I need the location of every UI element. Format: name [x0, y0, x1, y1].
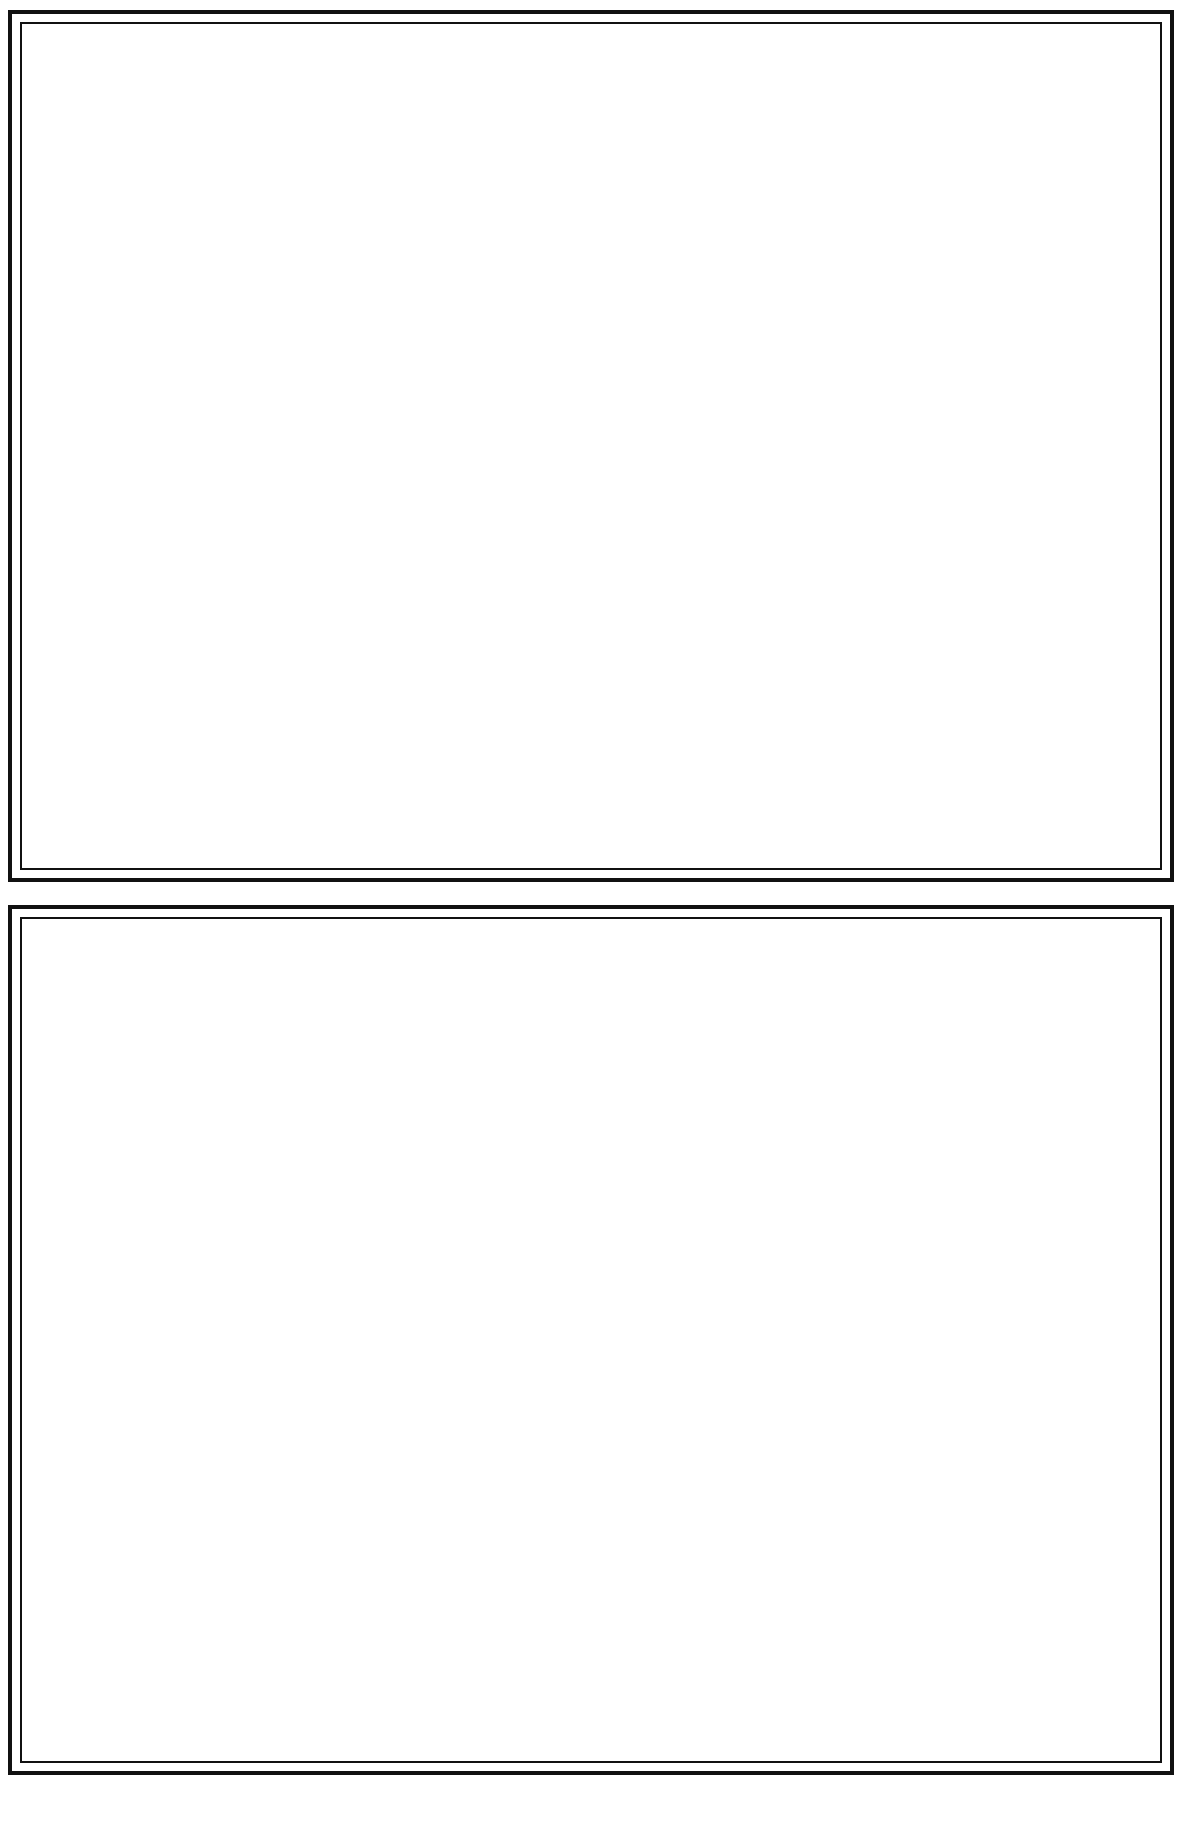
upper-page-frame — [20, 22, 1162, 870]
upper-page — [8, 10, 1174, 882]
lower-page — [8, 905, 1174, 1775]
lower-page-frame — [20, 917, 1162, 1763]
